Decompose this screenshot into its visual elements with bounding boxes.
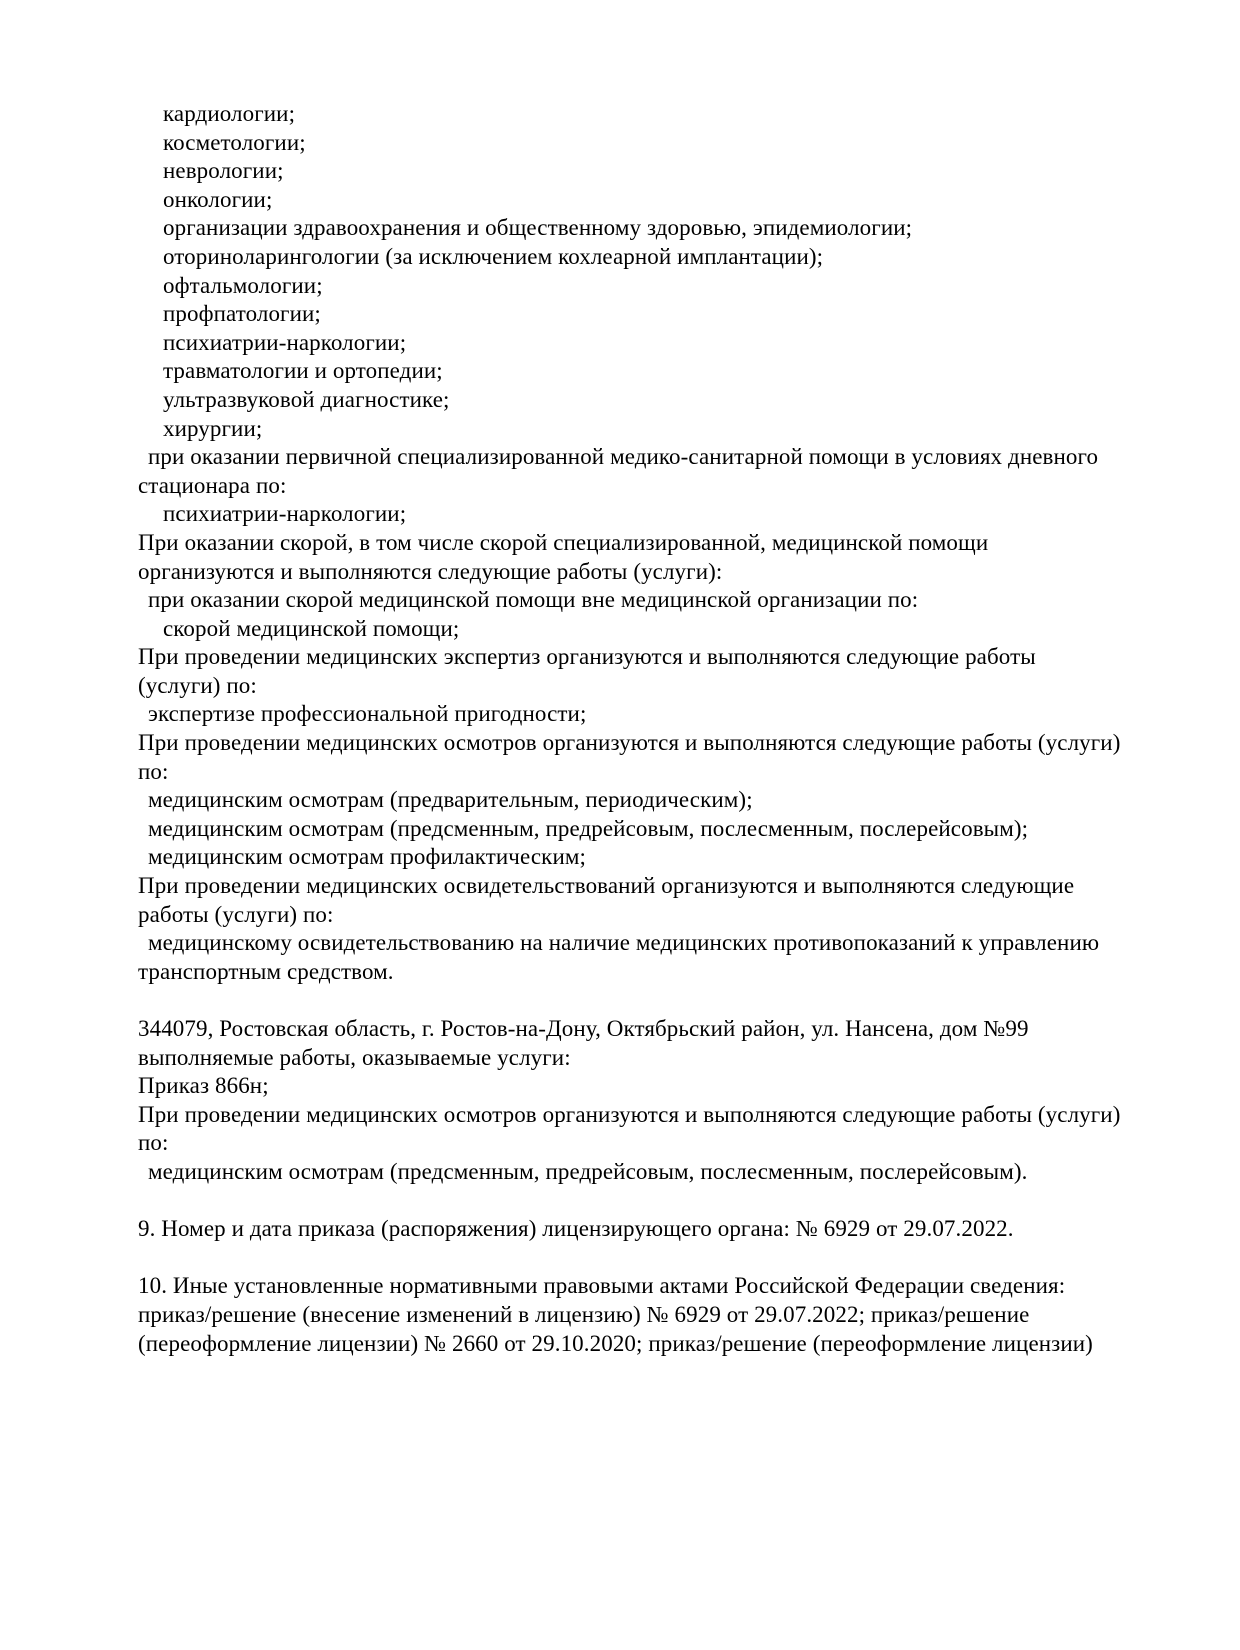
list-item-professional-fitness: экспертизе профессиональной пригодности;: [148, 701, 587, 727]
section-9-order-number: 9. Номер и дата приказа (распоряжения) лицензирующего органа: № 6929 от 29.07.2022.: [138, 1216, 1014, 1242]
blank-line: [138, 1187, 1123, 1216]
blank-line: [138, 1244, 1123, 1273]
section-medical-examinations-2: При проведении медицинских осмотров организуются и выполняются следующие работы (услуги) по:: [138, 1101, 1121, 1156]
document-content: [138, 100, 1123, 1358]
list-item-occupational-pathology: профпатологии;: [163, 301, 321, 327]
list-item-exam-preventive: медицинским осмотрам профилактическим;: [148, 844, 586, 870]
list-item-oncology: онкологии;: [163, 186, 273, 212]
list-item-emergency-care: скорой медицинской помощи;: [163, 615, 460, 641]
list-item-otorhinolaryngology: оториноларингологии (за исключением кохлеарной имплантации);: [163, 243, 824, 269]
list-item-ultrasound: ультразвуковой диагностике;: [163, 386, 450, 412]
list-item-psychiatry-narcology-2: психиатрии-наркологии;: [163, 501, 407, 527]
list-item-exam-preshift: медицинским осмотрам (предсменным, предрейсовым, послесменным, послерейсовым);: [148, 815, 1029, 841]
list-item-exam-preshift-2: медицинским осмотрам (предсменным, предрейсовым, послесменным, послерейсовым).: [148, 1158, 1028, 1184]
list-item-cardiology: кардиологии;: [163, 101, 296, 126]
list-item-traumatology: травматологии и ортопедии;: [163, 358, 443, 384]
list-item-cosmetology: косметологии;: [163, 129, 306, 155]
order-866n-line: Приказ 866н;: [138, 1073, 269, 1099]
subsection-emergency-outside: при оказании скорой медицинской помощи вне медицинской организации по:: [148, 587, 919, 613]
address-line: 344079, Ростовская область, г. Ростов-на-Дону, Октябрьский район, ул. Нансена, дом №99: [138, 1016, 1029, 1041]
list-item-ophthalmology: офтальмологии;: [163, 272, 323, 298]
section-emergency-care: При оказании скорой, в том числе скорой специализированной, медицинской помощи организуются и выполняются следующие работы (услуги):: [138, 529, 989, 584]
section-medical-expertise: При проведении медицинских экспертиз организуются и выполняются следующие работы (услуги) по:: [138, 644, 1036, 698]
list-item-neurology: неврологии;: [163, 158, 284, 184]
section-10-other-info: 10. Иные установленные нормативными правовыми актами Российской Федерации сведения: приказ/решение (внесение изменений в лицензию) № 6929 от 29.07.2022; приказ/решение (переоформление лицензии) № 2660 от 29.10.2020; приказ/решение (переоформление лицензии): [138, 1273, 1093, 1356]
list-item-surgery: хирургии;: [163, 415, 263, 441]
blank-line: [138, 986, 1123, 1015]
list-item-driving-contraindications: медицинскому освидетельствованию на наличие медицинских противопоказаний к управлению транспортным средством.: [138, 930, 1100, 984]
works-services-label: выполняемые работы, оказываемые услуги:: [138, 1044, 571, 1070]
list-item-psychiatry-narcology: психиатрии-наркологии;: [163, 329, 407, 355]
subsection-day-hospital: при оказании первичной специализированной медико-санитарной помощи в условиях дневного стационара по:: [138, 444, 1099, 498]
list-item-exam-preliminary: медицинским осмотрам (предварительным, периодическим);: [148, 787, 753, 813]
list-item-health-org: организации здравоохранения и общественному здоровью, эпидемиологии;: [163, 215, 913, 241]
section-medical-certification: При проведении медицинских освидетельствований организуются и выполняются следующие работы (услуги) по:: [138, 873, 1075, 927]
section-medical-examinations: При проведении медицинских осмотров организуются и выполняются следующие работы (услуги) по:: [138, 730, 1121, 784]
